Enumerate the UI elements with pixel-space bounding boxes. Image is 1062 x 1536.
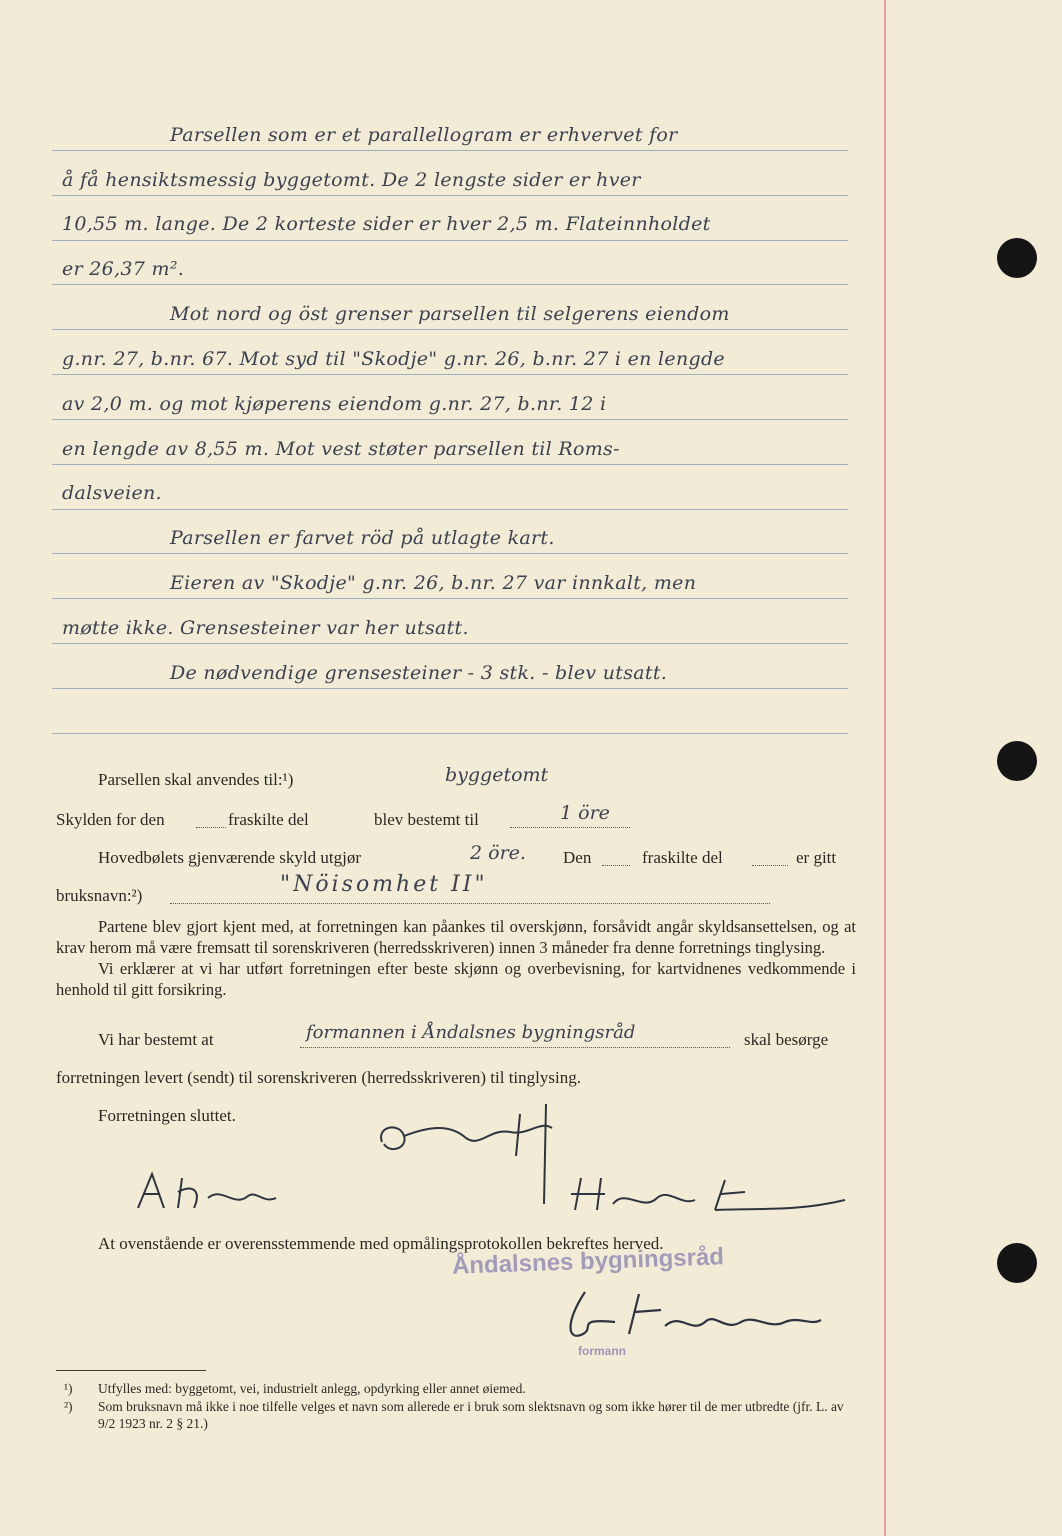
appeal-text: Partene blev gjort kjent med, at forretningen kan påankes til overskjønn, forsåvidt angår skyldsansettelsen, og at krav herom må være fremsatt til sorenskriveren (herredsskriveren) innen 3 måneder fra denne forretnings tinglysing.: [56, 917, 856, 957]
remaining-value: 2 öre.: [470, 842, 526, 864]
punch-hole: [997, 741, 1037, 781]
handwritten-line: av 2,0 m. og mot kjøperens eiendom g.nr. 27, b.nr. 12 i: [62, 393, 607, 415]
handwritten-line: dalsveien.: [62, 482, 162, 504]
stamp-text: Åndalsnes bygningsråd: [451, 1243, 725, 1280]
stamp-title: formann: [578, 1344, 626, 1358]
punch-hole: [997, 238, 1037, 278]
ruled-line: [52, 553, 848, 554]
handwritten-line: 10,55 m. lange. De 2 korteste sider er hver 2,5 m. Flateinnholdet: [62, 213, 711, 235]
name-value: "Nöisomhet II": [280, 872, 488, 897]
dotted-fill: [752, 864, 788, 866]
dotted-fill: [510, 826, 630, 828]
decided-value: formannen i Åndalsnes bygningsråd: [306, 1022, 636, 1043]
punch-hole: [997, 1243, 1037, 1283]
delivered-label: forretningen levert (sendt) til sorenskriveren (herredsskriveren) til tinglysing.: [56, 1068, 581, 1087]
tax-label: Skylden for den: [56, 810, 165, 829]
footnote-text: Utfylles med: byggetomt, vei, industrielt anlegg, opdyrking eller annet øiemed.: [98, 1381, 526, 1396]
use-label: Parsellen skal anvendes til:¹): [98, 770, 294, 789]
dotted-fill: [300, 1046, 730, 1048]
ruled-line: [52, 464, 848, 465]
declaration-text: Vi erklærer at vi har utført forretningen efter beste skjønn og overbevisning, for kartvidnenes vedkommende i henhold til gitt forsikring.: [56, 959, 856, 999]
handwritten-line: Eieren av "Skodje" g.nr. 26, b.nr. 27 var innkalt, men: [170, 572, 697, 594]
name-label: Den: [563, 848, 592, 867]
appeal-paragraph: [56, 916, 856, 1000]
decided-label: Vi har bestemt at: [98, 1030, 214, 1049]
handwritten-line: å få hensiktsmessig byggetomt. De 2 lengste sider er hver: [62, 169, 641, 191]
tax-label: blev bestemt til: [374, 810, 479, 829]
ruled-line: [52, 374, 848, 375]
dotted-fill: [170, 902, 770, 904]
ruled-line: [52, 284, 848, 285]
ruled-line: [52, 688, 848, 689]
ruled-line: [52, 598, 848, 599]
handwritten-line: møtte ikke. Grensesteiner var her utsatt.: [62, 617, 469, 639]
handwritten-line: en lengde av 8,55 m. Mot vest støter parsellen til Roms-: [62, 438, 620, 460]
use-value: byggetomt: [445, 764, 549, 786]
name-label: er gitt: [796, 848, 837, 867]
ruled-line: [52, 240, 848, 241]
footnote-number: ¹): [64, 1381, 73, 1396]
signature: [565, 1170, 855, 1220]
handwritten-line: Mot nord og öst grenser parsellen til selgerens eiendom: [170, 303, 730, 325]
ruled-line: [52, 643, 848, 644]
handwritten-line: De nødvendige grensesteiner - 3 stk. - blev utsatt.: [170, 662, 668, 684]
footnote: [64, 1398, 858, 1432]
ruled-line: [52, 733, 848, 734]
handwritten-line: Parsellen er farvet röd på utlagte kart.: [170, 527, 555, 549]
footnote: [64, 1380, 858, 1397]
ruled-line: [52, 509, 848, 510]
margin-line: [884, 0, 886, 1536]
dotted-fill: [602, 864, 630, 866]
tax-value: 1 öre: [560, 802, 610, 824]
name-label: fraskilte del: [642, 848, 723, 867]
handwritten-line: Parsellen som er et parallellogram er erhvervet for: [170, 124, 678, 146]
signature: [555, 1282, 825, 1352]
footnote-rule: [56, 1370, 206, 1371]
ruled-line: [52, 150, 848, 151]
ruled-line: [52, 419, 848, 420]
footnote-number: ²): [64, 1399, 73, 1414]
tax-label: fraskilte del: [228, 810, 309, 829]
ruled-line: [52, 195, 848, 196]
handwritten-line: er 26,37 m².: [62, 258, 185, 280]
decided-suffix: skal besørge: [744, 1030, 829, 1049]
ruled-line: [52, 329, 848, 330]
handwritten-line: g.nr. 27, b.nr. 67. Mot syd til "Skodje" g.nr. 26, b.nr. 27 i en lengde: [62, 348, 725, 370]
footnote-text: Som bruksnavn må ikke i noe tilfelle velges et navn som allerede er i bruk som slektsnavn og som ikke hører til de mer utbredte (jfr. L. av 9/2 1923 nr. 2 § 21.): [98, 1399, 844, 1431]
remaining-label: Hovedbølets gjenværende skyld utgjør: [98, 848, 361, 867]
signature: [130, 1168, 380, 1218]
confirm-label: At ovenstående er overensstemmende med opmålingsprotokollen bekreftes herved.: [98, 1234, 664, 1253]
dotted-fill: [196, 826, 226, 828]
closed-label: Forretningen sluttet.: [98, 1106, 236, 1125]
signature-stroke: [540, 1100, 552, 1210]
name-label: bruksnavn:²): [56, 886, 143, 905]
